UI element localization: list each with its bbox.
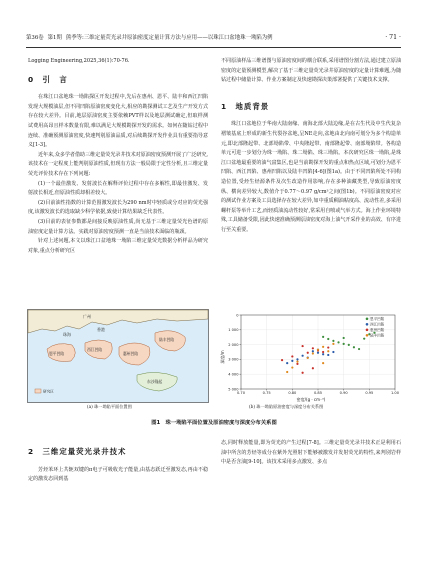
data-point	[317, 349, 319, 351]
data-point	[327, 338, 329, 340]
paragraph: 珠江口盆地位于华南大陆南缘、南海北部大陆边缘,是在古生代及中生代复杂褶皱基底上形成的新生代裂谷盆地,呈NE走向,盆地由北向南可划分为多个构造单元,即北部隆起带、北部坳陷带、中央隆起带、南部隆起带、南部坳陷带。各构造单元可进一步划分为珠一坳陷、珠二坳陷、珠三坳陷。本次研究区珠一坳陷,是珠江口盆地最重要的油气富集区,也是当前勘探开发的重点和热点区域,可划分为恩平凹陷、西江凹陷、惠州凹陷以及陆丰凹陷[4-6](图1a)。由于不同凹陷所处不同构造位置,受烃生烃源条件及次生改造作用影响,存在多种油藏类型,导致原油密度纵、横向差异较大,数值介于0.77～0.97 g/cm³之间(图1b)。不同原油密度对应的测试作业方案及工具选择存在较大差异,如中重质稠油粘度高、流动性差,多采用螺杆泵等举升工艺,而轻质油流动性较好,常采用自喷或气举方式。海上作业环境特殊,工具储备受限,因此快速准确预测原油密度对海上油气开采作业的高效、有序进行至关重要。	[221, 121, 401, 233]
map-label-zhuhai: 珠海	[63, 332, 71, 337]
data-point	[286, 362, 288, 364]
right-column	[221, 57, 401, 236]
section-title-introduction: 0 引 言	[28, 74, 68, 84]
x-tick-label: 0.85	[313, 391, 323, 395]
section-title-technique: 2 三维定量荧光录井技术	[28, 447, 127, 456]
density-depth-chart-panel	[219, 309, 401, 403]
section-title-geology: 1 地质背景	[221, 101, 270, 111]
map-label-xijiang: 西江凹陷	[87, 347, 103, 352]
y-tick-label: 4 000	[228, 372, 239, 377]
data-point	[312, 352, 314, 354]
legend-marker	[366, 334, 369, 337]
data-point	[291, 366, 293, 368]
data-point	[322, 351, 324, 353]
location-map	[27, 309, 209, 403]
figure-1	[27, 309, 401, 411]
map-label-guangzhou: 广州	[83, 314, 91, 319]
paragraph: (2)目前油性指数的计算范围激发波长为290 nm时中轻质或分对应的荧光强度,该激发波长的选取缺少科学依据,致使计算结果缺乏代表性。	[28, 199, 208, 216]
data-point	[302, 345, 304, 347]
legend-marker	[366, 323, 369, 326]
header-left	[26, 33, 273, 47]
map-legend-label: 研究区	[43, 389, 54, 394]
data-point	[296, 361, 298, 363]
map-label-huizhou: 惠州凹陷	[123, 351, 139, 356]
sub-caption-b: (b) 珠一坳陷原油密度与深度分布关系图	[249, 404, 324, 409]
data-point	[343, 343, 345, 345]
paragraph: 芳烃苯环上共轭双键的π电子可吸收光子能量,由基态跃迁至激发态,再由不稳定的激发态回到基	[28, 466, 208, 483]
y-tick-label: 1 000	[228, 328, 239, 333]
data-point	[286, 371, 288, 373]
data-point	[337, 341, 339, 343]
data-point	[348, 344, 350, 346]
legend-marker	[366, 318, 369, 321]
data-point	[312, 367, 314, 369]
chart-x-axis-label: 密度/(g · cm⁻³)	[296, 397, 326, 402]
data-point	[322, 336, 324, 338]
paragraph: 态,同时释放能量,即为荧光的产生过程[7-8]。三维定量荧光录井技术正是利用石油中所含的芳烃等成分在紫外光照射下能够被激发并发射荧光的特性,来判别岩样中是否含油[9-10]。该技术采用多点激发、多点	[221, 440, 401, 466]
paragraph: (3)目前的表征参数都是间接反映原油性质,尚无基于三维定量荧光色谱的原油密度定量计算方法。实践对原油密度预测一直是当前技术面临的瓶颈。	[28, 218, 208, 235]
x-tick-label: 0.70	[236, 391, 246, 395]
data-point	[302, 355, 304, 357]
bottom-left-column	[28, 439, 208, 485]
data-point	[312, 347, 314, 349]
data-point	[363, 338, 365, 340]
header-issue: 第1期	[47, 35, 62, 41]
data-point	[296, 358, 298, 360]
paragraph: (1)一个最佳激发、发射波长在解释评价过程中存在多解性,即最佳激发、发射波长相近,但原油性质却相差较大。	[28, 180, 208, 197]
paragraph: 在珠江口盆地珠一坳陷探区开发过程中,先后在惠州、恩平、陆丰和西江凹陷发现大规模油层,但不同凹陷原油密度变化大,相应的勘探测试工艺及生产开发方式存在较大差异。目前,地层原油密度主要依赖PVT样以及地层测试确定,但取样测试费用高昂且样本数量有限,难以满足大规模勘探开发的需求。如何在随钻过程中连续、准确预测原油密度,快速判别原油品质,对后续勘探开发作业具有重要指导意义[1-3]。	[28, 94, 208, 149]
data-point	[296, 363, 298, 365]
data-point	[327, 350, 329, 352]
data-point	[332, 343, 334, 345]
data-point	[343, 337, 345, 339]
data-point	[358, 348, 360, 350]
x-tick-label: 1.00	[390, 391, 400, 395]
header-volume: 第36卷	[26, 35, 44, 41]
reference-tail: Logging Engineering,2025,36(1):70-76.	[28, 58, 130, 64]
data-point	[291, 355, 293, 357]
chart-y-axis-label: 深度/m	[220, 350, 225, 364]
legend-label: 惠州凹陷	[370, 328, 385, 332]
data-point	[322, 353, 324, 355]
paragraph: 针对上述问题,本文以珠江口盆地珠一坳陷三维定量荧光数据分析样品为研究对象,重点分析研究区	[28, 238, 208, 254]
x-tick-label: 0.90	[339, 391, 348, 395]
data-point	[317, 352, 319, 354]
map-label-enping: 恩平凹陷	[49, 351, 65, 356]
data-point	[281, 359, 283, 361]
sub-caption-a: (a) 珠一坳陷平面位置图	[87, 404, 132, 409]
x-tick-label: 0.95	[365, 391, 374, 395]
y-tick-label: 0	[236, 313, 239, 318]
data-point	[302, 372, 304, 374]
header-page-number: · 71 ·	[385, 34, 401, 41]
legend-label: 陆丰凹陷	[370, 333, 385, 338]
y-tick-label: 3 000	[228, 357, 239, 362]
data-point	[307, 352, 309, 354]
paragraph: 不同原油样品三维谱图与原油密度间的耦合联系,采用谱图分割方法,通过建立原油密度的定量预测模型,解决了基于三维定量荧光录井原油密度的定量计算难题,为随钻过程中储量计算、作业方案制定及快速勘探决策部署提供了关键技术支撑。	[221, 58, 401, 84]
running-header	[26, 33, 401, 48]
data-point	[307, 357, 309, 359]
map-legend-swatch	[35, 389, 41, 393]
bottom-right-column	[221, 439, 401, 468]
y-tick-label: 2 000	[228, 342, 239, 347]
legend-marker	[366, 329, 369, 332]
paragraph: 近年来,众多学者借助三维定量荧光录井技术对原油密度预测开展了广泛研究,该技术在一定程度上能判别原油性质,但现有方法一般局限于定性分析,且三维定量荧光评价技术存在下列问题:	[28, 151, 208, 177]
left-column	[28, 57, 208, 256]
data-point	[332, 340, 334, 342]
map-label-lufeng: 陆丰凹陷	[159, 337, 175, 342]
header-authors-title: 熊季等:三维定量荧光录井原油密度定量计算方法与应用——以珠江口盆地珠一坳陷为例	[65, 35, 273, 41]
density-depth-scatter-chart	[219, 309, 401, 403]
x-tick-label: 0.80	[288, 391, 297, 395]
map-panel	[27, 309, 209, 403]
y-tick-label: 5 000	[228, 387, 239, 392]
legend-label: 恩平凹陷	[370, 317, 385, 321]
data-point	[332, 351, 334, 353]
legend-label: 西江凹陷	[370, 322, 385, 327]
figure-caption: 图1 珠一坳陷平面位置及原油密度与深度分布关系图	[151, 420, 277, 426]
data-point	[322, 346, 324, 348]
data-point	[291, 360, 293, 362]
map-label-dongsha: 东沙隆起	[147, 379, 163, 384]
data-point	[322, 362, 324, 364]
x-tick-label: 0.75	[262, 391, 271, 395]
data-point	[353, 346, 355, 348]
data-point	[327, 354, 329, 356]
data-point	[312, 350, 314, 352]
data-point	[327, 346, 329, 348]
map-label-hong-kong: 香港	[97, 327, 105, 332]
